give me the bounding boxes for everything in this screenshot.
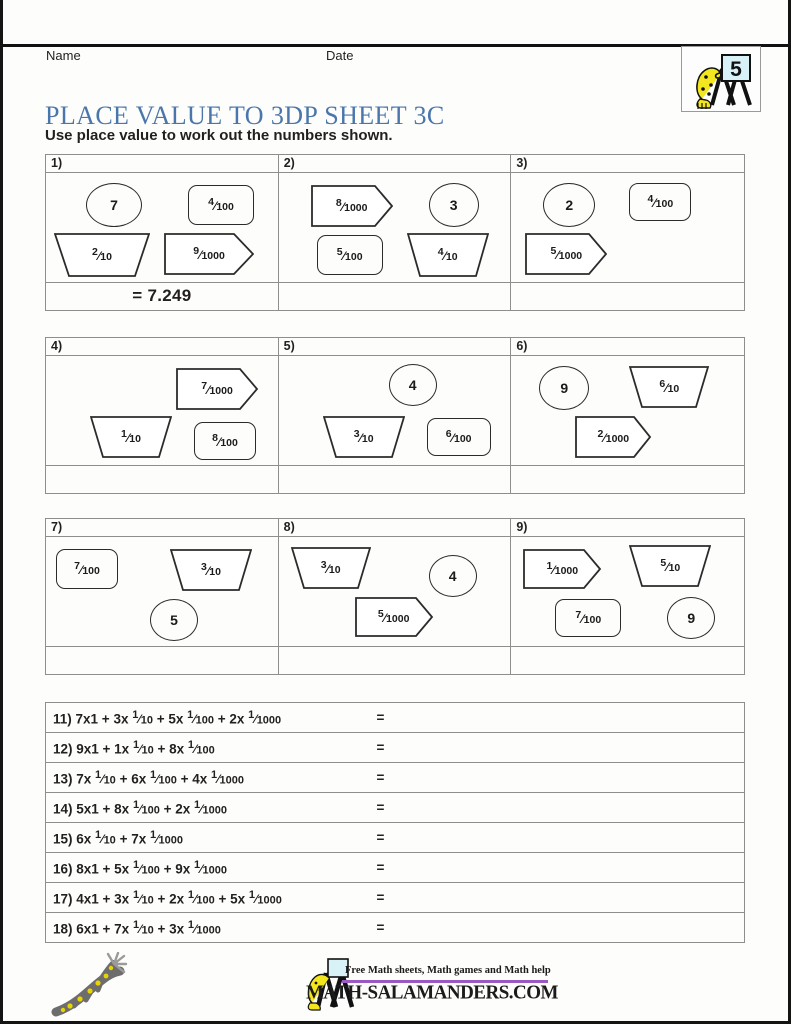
equation-answer-blank[interactable]: = — [377, 853, 745, 883]
problem-shapes — [278, 537, 511, 647]
rrect-shape: 4⁄100 — [629, 183, 691, 221]
equation-answer-blank[interactable]: = — [377, 913, 745, 943]
trap-shape: 6⁄10 — [629, 366, 709, 408]
trap-shape: 3⁄10 — [291, 547, 371, 589]
salamander-icon — [48, 952, 156, 1020]
equation-expression: 15) 6x 1⁄10 + 7x 1⁄1000 — [46, 823, 377, 853]
equation-row — [46, 763, 745, 793]
footer-tagline: Free Math sheets, Math games and Math help — [345, 965, 551, 976]
problem-shapes — [511, 356, 745, 466]
trap-shape: 2⁄10 — [54, 233, 150, 277]
equation-expression: 14) 5x1 + 8x 1⁄100 + 2x 1⁄1000 — [46, 793, 377, 823]
problem-shapes — [511, 537, 745, 647]
equation-number: 14) — [53, 801, 73, 817]
problem-row-1 — [45, 154, 745, 311]
equation-row — [46, 733, 745, 763]
rrect-shape: 7⁄100 — [56, 549, 118, 589]
rrect-shape: 5⁄100 — [317, 235, 383, 275]
equation-number: 11) — [53, 711, 72, 727]
svg-text:5: 5 — [730, 58, 742, 81]
equation-list — [45, 702, 745, 943]
name-label: Name — [46, 48, 81, 63]
equation-expression: 13) 7x 1⁄10 + 6x 1⁄100 + 4x 1⁄1000 — [46, 763, 377, 793]
rrect-shape: 6⁄100 — [427, 418, 491, 456]
equation-row — [46, 793, 745, 823]
problem-number: 9) — [516, 520, 528, 534]
equation-answer-blank[interactable]: = — [377, 823, 745, 853]
problem-row-2 — [45, 337, 745, 494]
problem-number: 6) — [516, 339, 528, 353]
problem-number: 2) — [283, 156, 295, 170]
problem-shapes — [278, 356, 511, 466]
equation-row — [46, 853, 745, 883]
date-label: Date — [326, 48, 354, 63]
pent-shape: 5⁄1000 — [355, 597, 433, 637]
trap-shape: 5⁄10 — [629, 545, 711, 587]
grade-logo — [681, 46, 761, 112]
rrect-shape: 4⁄100 — [188, 185, 254, 225]
problem-number: 4) — [51, 339, 63, 353]
trap-shape: 3⁄10 — [323, 416, 405, 458]
circle-shape: 9 — [539, 366, 589, 410]
equation-answer-blank[interactable]: = — [377, 883, 745, 913]
equation-expression: 16) 8x1 + 5x 1⁄100 + 9x 1⁄1000 — [46, 853, 377, 883]
footer-wordmark: MATH-SALAMANDERS.COM — [306, 981, 558, 1004]
trap-shape: 1⁄10 — [90, 416, 172, 458]
pent-shape: 1⁄1000 — [523, 549, 601, 589]
problem-number: 3) — [516, 156, 528, 170]
equation-number: 16) — [53, 861, 73, 877]
trap-shape: 4⁄10 — [407, 233, 489, 277]
equation-expression: 12) 9x1 + 1x 1⁄10 + 8x 1⁄100 — [46, 733, 377, 763]
equation-number: 17) — [53, 891, 73, 907]
equation-number: 13) — [53, 771, 73, 787]
equation-row — [46, 883, 745, 913]
circle-shape: 4 — [389, 364, 437, 406]
problem-row-3 — [45, 518, 745, 675]
problem-number: 8) — [283, 520, 295, 534]
circle-shape: 2 — [543, 183, 595, 227]
equation-answer-blank[interactable]: = — [377, 733, 745, 763]
page-title: PLACE VALUE TO 3DP SHEET 3C — [45, 101, 445, 131]
page-top-border — [0, 44, 791, 47]
pent-shape: 7⁄1000 — [176, 368, 258, 410]
pent-shape: 5⁄1000 — [525, 233, 607, 275]
equation-number: 15) — [53, 831, 73, 847]
circle-shape: 9 — [667, 597, 715, 639]
problem-shapes — [278, 173, 511, 283]
rrect-shape: 7⁄100 — [555, 599, 621, 637]
equation-number: 18) — [53, 921, 73, 937]
answer-text: = 7.249 — [132, 286, 192, 305]
instructions-text: Use place value to work out the numbers shown. — [45, 127, 393, 144]
trap-shape: 3⁄10 — [170, 549, 252, 591]
equation-expression: 17) 4x1 + 3x 1⁄10 + 2x 1⁄100 + 5x 1⁄1000 — [46, 883, 377, 913]
problem-number: 5) — [283, 339, 295, 353]
page-left-border — [0, 0, 3, 1024]
equation-row — [46, 823, 745, 853]
circle-shape: 4 — [429, 555, 477, 597]
pent-shape: 2⁄1000 — [575, 416, 651, 458]
problem-shapes — [46, 173, 279, 283]
equation-row — [46, 913, 745, 943]
footer-salamander — [48, 952, 156, 1020]
equation-expression: 11) 7x1 + 3x 1⁄10 + 5x 1⁄100 + 2x 1⁄1000 — [46, 703, 377, 733]
equation-number: 12) — [53, 741, 73, 757]
equation-answer-blank[interactable]: = — [377, 793, 745, 823]
equation-answer-blank[interactable]: = — [377, 703, 745, 733]
pent-shape: 9⁄1000 — [164, 233, 254, 275]
salamander-easel-icon — [682, 47, 760, 111]
pent-shape: 8⁄1000 — [311, 185, 393, 227]
problem-shapes — [46, 537, 279, 647]
problem-number: 7) — [51, 520, 63, 534]
rrect-shape: 8⁄100 — [194, 422, 256, 460]
equation-expression: 18) 6x1 + 7x 1⁄10 + 3x 1⁄1000 — [46, 913, 377, 943]
problem-number: 1) — [51, 156, 63, 170]
circle-shape: 5 — [150, 599, 198, 641]
circle-shape: 7 — [86, 183, 142, 227]
problem-shapes — [46, 356, 279, 466]
equation-row — [46, 703, 745, 733]
problem-shapes — [511, 173, 745, 283]
circle-shape: 3 — [429, 183, 479, 227]
equation-answer-blank[interactable]: = — [377, 763, 745, 793]
